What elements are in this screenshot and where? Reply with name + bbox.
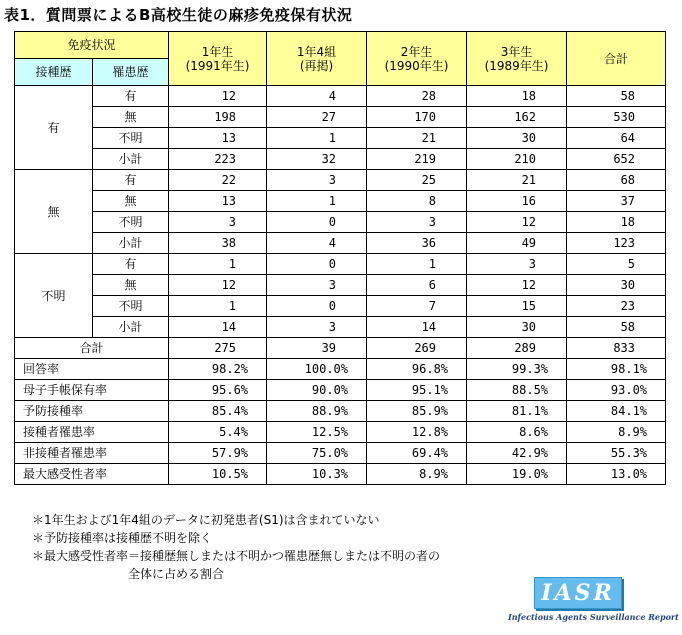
value-cell: 3	[169, 212, 267, 233]
value-cell: 1	[169, 296, 267, 317]
table-row	[15, 296, 666, 317]
rate-label: 最大感受性者率	[15, 464, 169, 485]
col-header-grade1: 1年生 (1991年生)	[169, 32, 267, 86]
table-row	[15, 149, 666, 170]
disease-history-cell: 小計	[93, 317, 169, 338]
value-cell: 14	[169, 317, 267, 338]
value-cell: 64	[567, 128, 666, 149]
value-cell: 6	[367, 275, 467, 296]
value-cell: 12	[467, 212, 567, 233]
table-row	[15, 86, 666, 107]
table-title: 表1．質問票によるB高校生徒の麻疹免疫保有状況	[4, 6, 353, 24]
rate-cell: 90.0%	[267, 380, 367, 401]
rate-label: 回答率	[15, 359, 169, 380]
value-cell: 1	[367, 254, 467, 275]
value-cell: 3	[267, 317, 367, 338]
disease-history-cell: 有	[93, 170, 169, 191]
value-cell: 13	[169, 128, 267, 149]
col-header-grade2: 2年生 (1990年生)	[367, 32, 467, 86]
rate-cell: 98.2%	[169, 359, 267, 380]
disease-history-cell: 有	[93, 254, 169, 275]
value-cell: 0	[267, 296, 367, 317]
rate-label: 非接種者罹患率	[15, 443, 169, 464]
value-cell: 36	[367, 233, 467, 254]
value-cell: 15	[467, 296, 567, 317]
rate-cell: 12.5%	[267, 422, 367, 443]
rate-cell: 95.1%	[367, 380, 467, 401]
value-cell: 16	[467, 191, 567, 212]
value-cell: 219	[367, 149, 467, 170]
rate-cell: 57.9%	[169, 443, 267, 464]
value-cell: 3	[367, 212, 467, 233]
value-cell: 123	[567, 233, 666, 254]
rate-cell: 85.4%	[169, 401, 267, 422]
value-cell: 3	[267, 170, 367, 191]
value-cell: 13	[169, 191, 267, 212]
value-cell: 58	[567, 317, 666, 338]
value-cell: 269	[367, 338, 467, 359]
rate-cell: 88.5%	[467, 380, 567, 401]
value-cell: 1	[267, 128, 367, 149]
rate-cell: 96.8%	[367, 359, 467, 380]
col-header-grade3: 3年生 (1989年生)	[467, 32, 567, 86]
value-cell: 289	[467, 338, 567, 359]
footnote: ＊予防接種率は接種歴不明を除く	[32, 531, 213, 545]
disease-history-cell: 不明	[93, 212, 169, 233]
table-row	[15, 233, 666, 254]
disease-history-cell: 無	[93, 107, 169, 128]
value-cell: 8	[367, 191, 467, 212]
rate-label: 接種者罹患率	[15, 422, 169, 443]
footnote: ＊1年生および1年4組のデータに初発患者(S1)は含まれていない	[32, 513, 380, 527]
value-cell: 22	[169, 170, 267, 191]
value-cell: 210	[467, 149, 567, 170]
value-cell: 4	[267, 233, 367, 254]
value-cell: 30	[467, 317, 567, 338]
rate-cell: 8.6%	[467, 422, 567, 443]
value-cell: 3	[267, 275, 367, 296]
rate-label: 母子手帳保有率	[15, 380, 169, 401]
vaccination-group-label: 不明	[15, 254, 93, 338]
value-cell: 58	[567, 86, 666, 107]
rate-cell: 10.5%	[169, 464, 267, 485]
rate-label: 予防接種率	[15, 401, 169, 422]
disease-history-cell: 有	[93, 86, 169, 107]
value-cell: 14	[367, 317, 467, 338]
rate-cell: 10.3%	[267, 464, 367, 485]
value-cell: 275	[169, 338, 267, 359]
value-cell: 0	[267, 254, 367, 275]
value-cell: 5	[567, 254, 666, 275]
vaccination-group-label: 無	[15, 170, 93, 254]
total-label: 合計	[15, 338, 169, 359]
rate-cell: 12.8%	[367, 422, 467, 443]
value-cell: 162	[467, 107, 567, 128]
value-cell: 30	[467, 128, 567, 149]
rate-row	[15, 401, 666, 422]
disease-history-cell: 不明	[93, 128, 169, 149]
rate-cell: 95.6%	[169, 380, 267, 401]
rate-cell: 69.4%	[367, 443, 467, 464]
value-cell: 49	[467, 233, 567, 254]
value-cell: 652	[567, 149, 666, 170]
rate-row	[15, 464, 666, 485]
value-cell: 30	[567, 275, 666, 296]
rate-cell: 75.0%	[267, 443, 367, 464]
rate-cell: 8.9%	[367, 464, 467, 485]
rate-cell: 13.0%	[567, 464, 666, 485]
value-cell: 170	[367, 107, 467, 128]
rate-cell: 19.0%	[467, 464, 567, 485]
value-cell: 12	[169, 86, 267, 107]
value-cell: 21	[467, 170, 567, 191]
value-cell: 7	[367, 296, 467, 317]
rate-row	[15, 380, 666, 401]
rate-cell: 8.9%	[567, 422, 666, 443]
value-cell: 21	[367, 128, 467, 149]
vaccination-history-header: 接種歴	[15, 59, 93, 86]
iasr-logo: IASR	[534, 577, 622, 609]
footnote: ＊最大感受性者率＝接種歴無しまたは不明かつ罹患歴無しまたは不明の者の	[32, 549, 441, 563]
value-cell: 25	[367, 170, 467, 191]
immune-status-header: 免疫状況	[15, 32, 169, 59]
rate-row	[15, 443, 666, 464]
table-row	[15, 128, 666, 149]
value-cell: 198	[169, 107, 267, 128]
disease-history-cell: 不明	[93, 296, 169, 317]
rate-cell: 88.9%	[267, 401, 367, 422]
value-cell: 68	[567, 170, 666, 191]
value-cell: 12	[467, 275, 567, 296]
value-cell: 1	[169, 254, 267, 275]
rate-cell: 100.0%	[267, 359, 367, 380]
col-header-total: 合計	[567, 32, 666, 86]
disease-history-header: 罹患歴	[93, 59, 169, 86]
value-cell: 3	[467, 254, 567, 275]
value-cell: 223	[169, 149, 267, 170]
footnotes	[32, 511, 440, 583]
value-cell: 38	[169, 233, 267, 254]
value-cell: 530	[567, 107, 666, 128]
rate-cell: 85.9%	[367, 401, 467, 422]
vaccination-group-label: 有	[15, 86, 93, 170]
disease-history-cell: 無	[93, 275, 169, 296]
disease-history-cell: 無	[93, 191, 169, 212]
value-cell: 1	[267, 191, 367, 212]
value-cell: 4	[267, 86, 367, 107]
table-row	[15, 275, 666, 296]
rate-cell: 98.1%	[567, 359, 666, 380]
immunity-table	[14, 31, 666, 485]
value-cell: 833	[567, 338, 666, 359]
value-cell: 27	[267, 107, 367, 128]
value-cell: 12	[169, 275, 267, 296]
rate-cell: 99.3%	[467, 359, 567, 380]
value-cell: 37	[567, 191, 666, 212]
total-row	[15, 338, 666, 359]
disease-history-cell: 小計	[93, 149, 169, 170]
iasr-logo-subtitle: Infectious Agents Surveillance Report	[508, 612, 679, 622]
rate-cell: 55.3%	[567, 443, 666, 464]
value-cell: 39	[267, 338, 367, 359]
table-row	[15, 212, 666, 233]
value-cell: 18	[567, 212, 666, 233]
rate-cell: 5.4%	[169, 422, 267, 443]
rate-cell: 42.9%	[467, 443, 567, 464]
rate-cell: 81.1%	[467, 401, 567, 422]
col-header-class14: 1年4組 (再掲)	[267, 32, 367, 86]
value-cell: 28	[367, 86, 467, 107]
table-row	[15, 317, 666, 338]
table-row	[15, 191, 666, 212]
rate-cell: 84.1%	[567, 401, 666, 422]
table-row	[15, 107, 666, 128]
value-cell: 0	[267, 212, 367, 233]
value-cell: 23	[567, 296, 666, 317]
table-row	[15, 254, 666, 275]
rate-row	[15, 359, 666, 380]
value-cell: 18	[467, 86, 567, 107]
footnote: 全体に占める割合	[32, 567, 225, 581]
value-cell: 32	[267, 149, 367, 170]
disease-history-cell: 小計	[93, 233, 169, 254]
rate-row	[15, 422, 666, 443]
table-row	[15, 170, 666, 191]
rate-cell: 93.0%	[567, 380, 666, 401]
